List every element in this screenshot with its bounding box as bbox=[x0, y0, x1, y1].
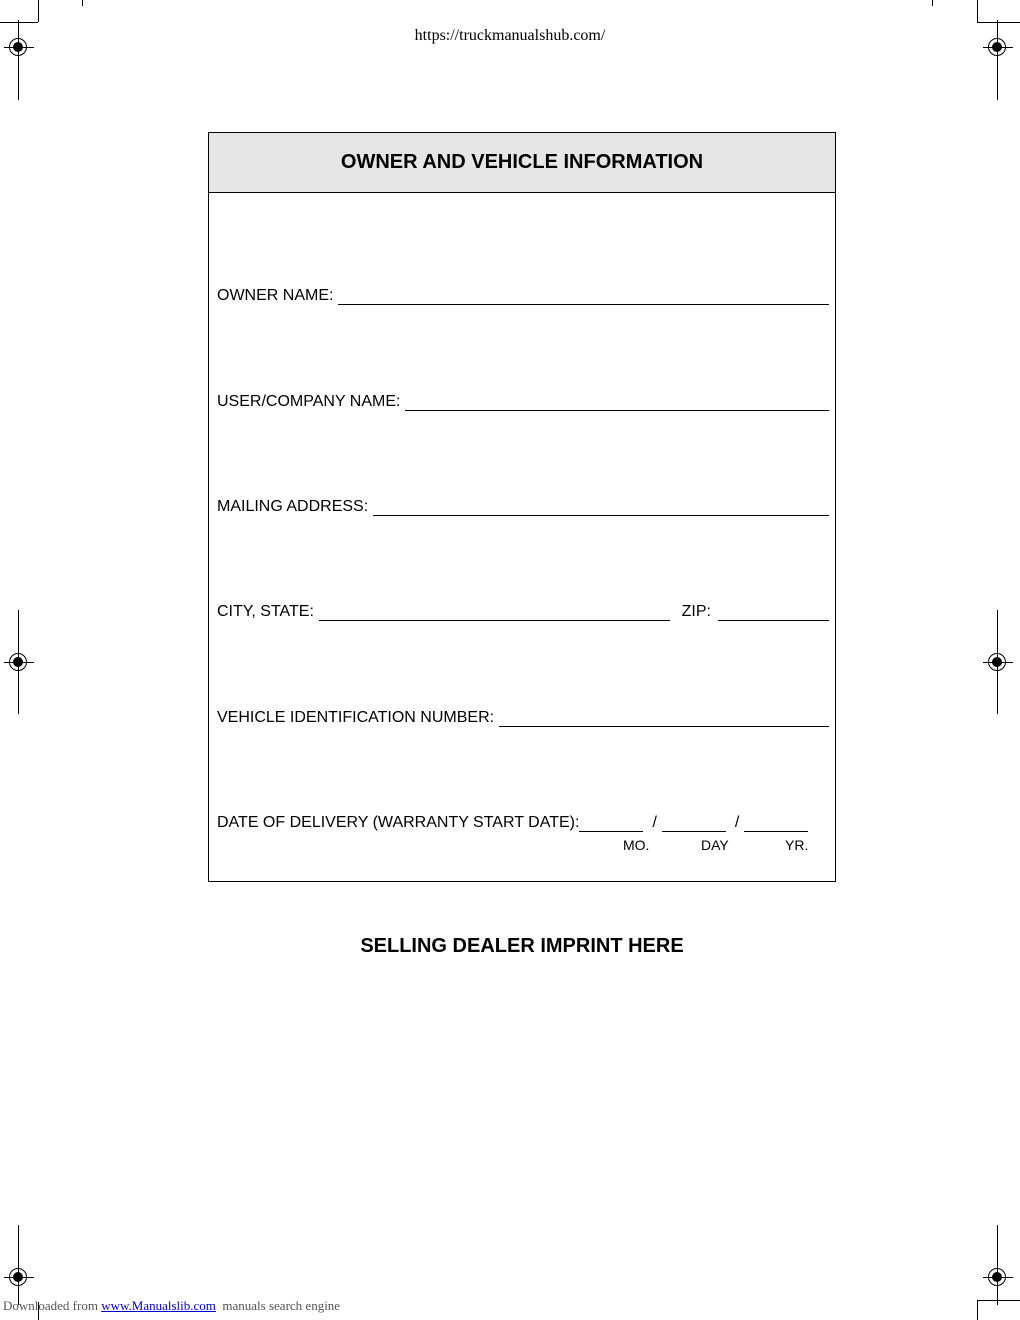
form-title: OWNER AND VEHICLE INFORMATION bbox=[209, 133, 835, 193]
owner-name-row bbox=[217, 283, 829, 305]
date-separator: / bbox=[652, 814, 657, 831]
crop-line bbox=[82, 0, 83, 6]
crop-line bbox=[977, 1300, 1020, 1301]
header-url: https://truckmanualshub.com/ bbox=[414, 27, 606, 44]
delivery-date-label: DATE OF DELIVERY (WARRANTY START DATE): bbox=[217, 814, 580, 831]
owner-vehicle-form bbox=[208, 132, 836, 882]
vin-row bbox=[217, 705, 829, 727]
mailing-address-field[interactable] bbox=[373, 501, 829, 516]
vin-field[interactable] bbox=[499, 712, 829, 727]
user-company-field[interactable] bbox=[405, 396, 829, 411]
city-state-row bbox=[217, 599, 829, 621]
mailing-address-label: MAILING ADDRESS: bbox=[217, 498, 369, 515]
crop-line bbox=[932, 0, 933, 6]
date-separator: / bbox=[734, 814, 740, 831]
mailing-address-row bbox=[217, 494, 829, 516]
owner-name-field[interactable] bbox=[338, 290, 829, 305]
crop-line bbox=[0, 22, 38, 23]
footer-prefix: Downloaded from bbox=[3, 1298, 98, 1313]
zip-field[interactable] bbox=[718, 606, 829, 621]
registration-mark-icon bbox=[3, 1262, 33, 1292]
month-caption: MO. bbox=[623, 837, 650, 853]
delivery-day-field[interactable] bbox=[662, 817, 726, 832]
registration-mark-icon bbox=[982, 1262, 1012, 1292]
dealer-imprint-heading: SELLING DEALER IMPRINT HERE bbox=[360, 935, 684, 957]
manualslib-link[interactable]: www.Manualslib.com bbox=[101, 1298, 216, 1313]
delivery-date-row bbox=[217, 810, 829, 832]
crop-line bbox=[38, 0, 39, 22]
footer bbox=[3, 1298, 340, 1314]
owner-name-label: OWNER NAME: bbox=[217, 287, 334, 304]
crop-line bbox=[977, 22, 1020, 23]
delivery-month-field[interactable] bbox=[579, 817, 643, 832]
city-state-label: CITY, STATE: bbox=[217, 603, 314, 620]
registration-mark-icon bbox=[982, 647, 1012, 677]
city-state-field[interactable] bbox=[319, 606, 670, 621]
zip-label: ZIP: bbox=[681, 603, 711, 620]
day-caption: DAY bbox=[701, 837, 729, 853]
crop-line bbox=[977, 0, 978, 22]
registration-mark-icon bbox=[3, 647, 33, 677]
vin-label: VEHICLE IDENTIFICATION NUMBER: bbox=[217, 709, 495, 726]
user-company-label: USER/COMPANY NAME: bbox=[217, 393, 401, 410]
year-caption: YR. bbox=[785, 837, 809, 853]
crop-line bbox=[977, 1300, 978, 1320]
delivery-year-field[interactable] bbox=[744, 817, 808, 832]
footer-suffix: manuals search engine bbox=[222, 1298, 341, 1313]
user-company-row bbox=[217, 389, 829, 411]
